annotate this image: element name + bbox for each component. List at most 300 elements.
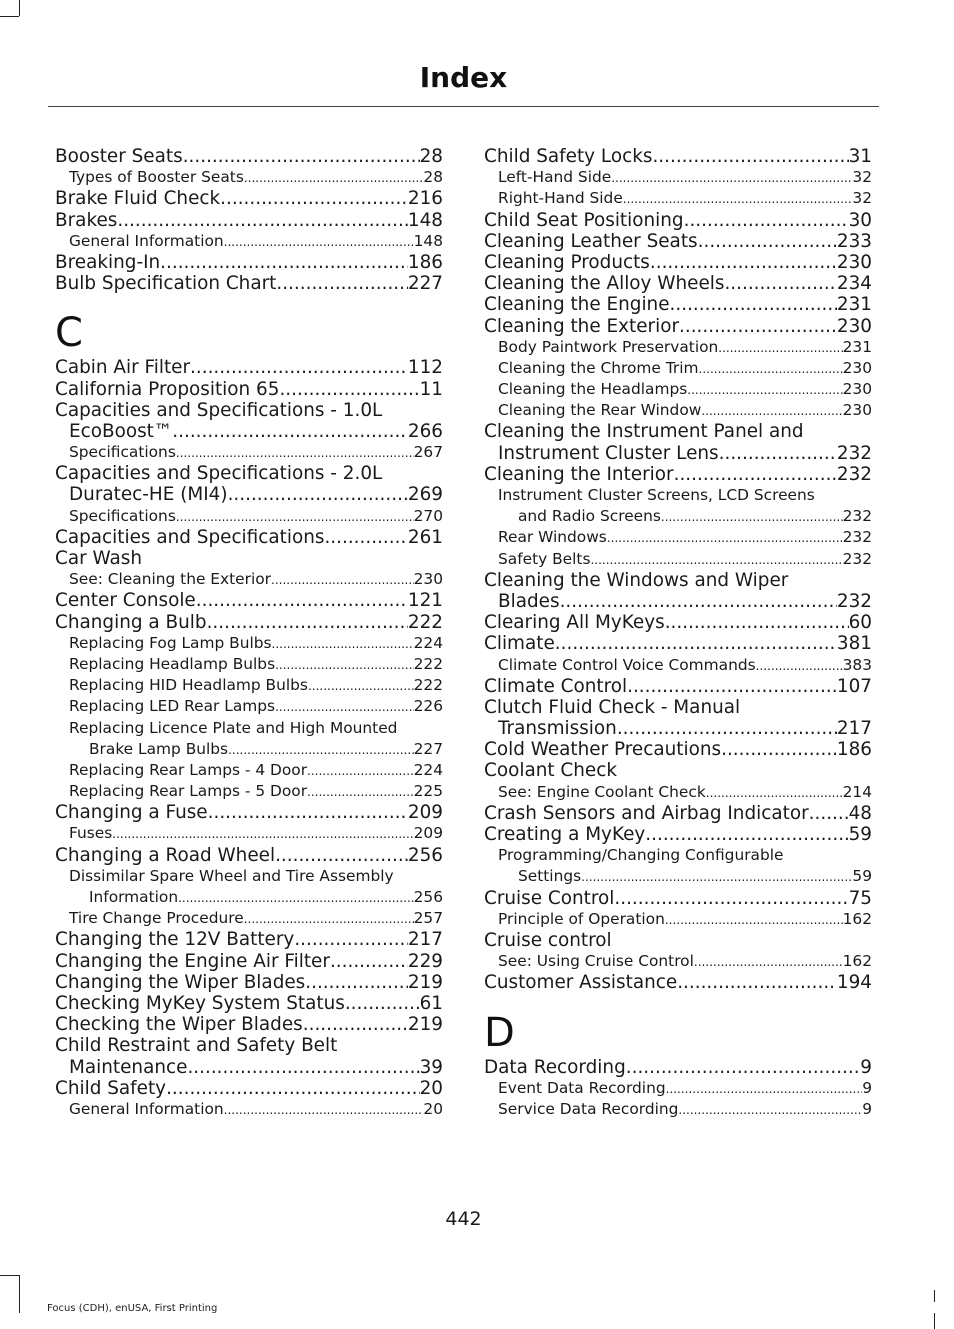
entry-label: Replacing Headlamp Bulbs — [69, 654, 276, 673]
index-entry — [484, 570, 872, 591]
entry-label: Climate — [484, 633, 555, 655]
entry-label: Climate Control Voice Commands — [498, 655, 756, 674]
dot-leader — [307, 782, 414, 802]
entry-label: Specifications — [69, 443, 176, 462]
index-entry — [55, 421, 443, 442]
entry-page-number: 219 — [407, 1014, 443, 1036]
index-entry — [55, 590, 443, 611]
index-entry — [55, 993, 443, 1014]
index-subentry — [55, 760, 443, 781]
entry-page-number: 229 — [407, 950, 443, 972]
index-subentry — [484, 358, 872, 379]
index-subentry — [484, 1078, 872, 1099]
entry-page-number: 257 — [413, 909, 443, 928]
entry-label: Right-Hand Side — [498, 189, 623, 208]
dot-leader — [611, 168, 852, 188]
index-subentry — [55, 633, 443, 654]
dot-leader — [677, 972, 837, 993]
entry-label: Replacing HID Headlamp Bulbs — [69, 676, 308, 695]
title-rule — [48, 106, 879, 107]
entry-label: Maintenance — [69, 1056, 188, 1078]
index-entry — [484, 1057, 872, 1078]
index-column-right — [484, 146, 872, 1120]
dot-leader — [190, 357, 408, 378]
entry-page-number: 232 — [842, 549, 872, 568]
dot-leader — [275, 697, 414, 717]
index-entry — [484, 464, 872, 485]
index-entry — [484, 972, 872, 993]
entry-label: Changing a Road Wheel — [55, 844, 276, 866]
index-entry — [55, 357, 443, 378]
dot-leader — [294, 929, 408, 950]
entry-page-number: 224 — [413, 633, 443, 652]
dot-leader — [275, 845, 408, 866]
entry-page-number: 60 — [848, 612, 872, 634]
entry-label: Data Recording — [484, 1056, 626, 1078]
index-entry — [55, 1057, 443, 1078]
entry-label: Safety Belts — [498, 549, 591, 568]
dot-leader — [220, 188, 408, 209]
entry-page-number: 383 — [842, 655, 872, 674]
crop-mark-bottom-right-v1 — [934, 1313, 935, 1329]
entry-label: California Proposition 65 — [55, 378, 280, 400]
index-subentry — [55, 739, 443, 760]
entry-page-number: 75 — [848, 887, 872, 909]
entry-label: Changing the 12V Battery — [55, 929, 295, 951]
dot-leader — [160, 252, 408, 273]
entry-label: Rear Windows — [498, 528, 607, 547]
entry-label: Crash Sensors and Airbag Indicator — [484, 802, 809, 824]
index-subentry — [55, 823, 443, 844]
index-entry — [55, 484, 443, 505]
entry-label: and Radio Screens — [518, 507, 661, 526]
crop-mark-bottom-left-v — [19, 1275, 20, 1313]
entry-label: Car Wash — [55, 548, 143, 569]
page-title: Index — [419, 61, 508, 94]
entry-label: Cruise control — [484, 929, 612, 951]
entry-label: Clutch Fluid Check - Manual — [484, 696, 741, 718]
index-subentry — [484, 527, 872, 548]
dot-leader — [678, 1100, 862, 1120]
entry-label: Replacing Rear Lamps - 4 Door — [69, 760, 308, 779]
crop-mark-bottom-left-h — [0, 1275, 19, 1276]
entry-label: Clearing All MyKeys — [484, 612, 665, 634]
index-entry — [484, 824, 872, 845]
entry-page-number: 256 — [413, 888, 443, 906]
entry-page-number: 270 — [413, 506, 443, 525]
dot-leader — [279, 379, 419, 400]
entry-page-number: 20 — [423, 1099, 443, 1118]
index-entry — [484, 888, 872, 909]
entry-page-number: 269 — [407, 484, 443, 506]
index-entry — [55, 802, 443, 823]
index-entry — [55, 527, 443, 548]
index-entry — [55, 146, 443, 167]
dot-leader — [698, 231, 837, 252]
entry-label: Cleaning the Rear Window — [498, 401, 702, 420]
dot-leader — [303, 1014, 408, 1035]
dot-leader — [701, 401, 842, 421]
entry-label: Customer Assistance — [484, 972, 678, 994]
dot-leader — [694, 952, 843, 972]
dot-leader — [719, 443, 837, 464]
entry-page-number: 32 — [852, 189, 872, 208]
dot-leader — [687, 380, 842, 400]
entry-label: Cleaning the Windows and Wiper — [484, 569, 789, 591]
entry-label: See: Engine Coolant Check — [498, 782, 706, 801]
entry-label: Changing the Engine Air Filter — [55, 950, 330, 972]
index-entry — [55, 972, 443, 993]
entry-page-number: 224 — [413, 760, 443, 779]
index-subentry — [484, 400, 872, 421]
entry-page-number: 381 — [836, 633, 872, 655]
index-subentry — [484, 188, 872, 209]
entry-label: EcoBoost™ — [69, 420, 173, 442]
index-entry — [55, 845, 443, 866]
dot-leader — [724, 273, 836, 294]
entry-label: Blades — [498, 590, 560, 612]
entry-label: Cleaning the Interior — [484, 463, 674, 485]
entry-page-number: 162 — [842, 909, 872, 928]
entry-label: Specifications — [69, 506, 176, 525]
entry-label: Types of Booster Seats — [69, 168, 244, 187]
dot-leader — [650, 252, 837, 273]
index-subentry — [484, 167, 872, 188]
dot-leader — [224, 1100, 424, 1120]
dot-leader — [176, 507, 414, 527]
dot-leader — [305, 972, 408, 993]
entry-label: Child Safety Locks — [484, 146, 653, 167]
entry-page-number: 162 — [842, 952, 872, 971]
index-subentry — [484, 866, 872, 887]
entry-label: Child Safety — [55, 1077, 167, 1099]
entry-page-number: 226 — [413, 697, 443, 716]
entry-page-number: 48 — [848, 802, 872, 824]
index-subentry — [55, 1099, 443, 1120]
index-entry — [55, 400, 443, 421]
index-subentry — [55, 506, 443, 527]
entry-page-number: 256 — [407, 844, 443, 866]
dot-leader — [228, 740, 414, 760]
index-subentry — [484, 337, 872, 358]
dot-leader — [166, 1078, 420, 1099]
dot-leader — [555, 633, 837, 654]
entry-label: Coolant Check — [484, 760, 618, 782]
entry-label: Transmission — [498, 718, 617, 740]
index-entry — [55, 252, 443, 273]
entry-label: Cleaning the Headlamps — [498, 380, 688, 399]
entry-label: Cruise Control — [484, 887, 615, 909]
entry-page-number: 217 — [407, 929, 443, 951]
index-entry — [484, 443, 872, 464]
dot-leader — [244, 168, 424, 188]
entry-page-number: 231 — [842, 337, 872, 356]
entry-label: Center Console — [55, 590, 196, 612]
index-entry — [484, 210, 872, 231]
index-entry — [55, 612, 443, 633]
footer-text: Focus (CDH), enUSA, First Printing — [47, 1303, 218, 1314]
dot-leader — [183, 146, 420, 167]
dot-leader — [617, 718, 837, 739]
entry-page-number: 186 — [836, 739, 872, 761]
index-entry — [484, 316, 872, 337]
dot-leader — [721, 739, 837, 760]
entry-page-number: 232 — [842, 528, 872, 547]
entry-label: Brakes — [55, 209, 118, 231]
entry-page-number: 9 — [862, 1078, 872, 1097]
entry-label: Cleaning the Instrument Panel and — [484, 421, 804, 443]
index-subentry — [55, 675, 443, 696]
entry-page-number: 267 — [413, 443, 443, 462]
entry-page-number: 232 — [836, 442, 872, 464]
index-entry — [55, 273, 443, 294]
entry-page-number: 230 — [842, 380, 872, 399]
entry-label: Cleaning the Chrome Trim — [498, 358, 699, 377]
entry-label: Replacing Rear Lamps - 5 Door — [69, 782, 308, 801]
entry-label: Replacing Fog Lamp Bulbs — [69, 633, 272, 652]
entry-page-number: 230 — [836, 251, 872, 273]
index-subentry — [55, 442, 443, 463]
dot-leader — [623, 189, 853, 209]
entry-label: Cleaning the Alloy Wheels — [484, 273, 725, 295]
entry-page-number: 234 — [836, 273, 872, 295]
dot-leader — [244, 909, 414, 929]
index-subentry — [55, 908, 443, 929]
entry-page-number: 219 — [407, 971, 443, 993]
dot-leader — [652, 146, 848, 167]
entry-label: See: Cleaning the Exterior — [69, 570, 271, 589]
index-section-letter: C — [55, 310, 83, 357]
entry-label: Capacities and Specifications - 1.0L — [55, 399, 383, 421]
entry-page-number: 148 — [413, 231, 443, 250]
entry-label: Event Data Recording — [498, 1078, 666, 1097]
index-subentry — [55, 167, 443, 188]
entry-page-number: 231 — [836, 294, 872, 316]
index-column-left — [55, 146, 443, 1120]
entry-label: Dissimilar Spare Wheel and Tire Assembly — [69, 866, 394, 885]
dot-leader — [718, 338, 842, 358]
entry-page-number: 261 — [407, 526, 443, 548]
dot-leader — [665, 612, 849, 633]
entry-label: Body Paintwork Preservation — [498, 337, 719, 356]
index-subentry — [484, 782, 872, 803]
dot-leader — [224, 232, 414, 252]
index-entry — [484, 930, 872, 951]
entry-label: Programming/Changing Configurable — [498, 846, 784, 865]
entry-label: Instrument Cluster Screens, LCD Screens — [498, 486, 815, 504]
entry-page-number: 9 — [860, 1056, 872, 1078]
entry-label: Replacing LED Rear Lamps — [69, 697, 276, 716]
entry-label: General Information — [69, 1099, 224, 1118]
dot-leader — [699, 359, 843, 379]
index-subentry — [484, 1099, 872, 1120]
entry-label: Tire Change Procedure — [69, 909, 244, 928]
entry-page-number: 222 — [413, 654, 443, 673]
dot-leader — [276, 273, 408, 294]
dot-leader — [196, 590, 408, 611]
entry-label: Settings — [518, 867, 582, 886]
index-section-letter: D — [484, 1009, 515, 1056]
index-subentry — [55, 718, 443, 739]
entry-label: Changing a Bulb — [55, 611, 207, 633]
index-entry — [484, 252, 872, 273]
entry-page-number: 225 — [413, 782, 443, 801]
index-entry — [484, 803, 872, 824]
entry-page-number: 214 — [842, 782, 872, 801]
page-number: 442 — [445, 1208, 482, 1230]
entry-label: Brake Lamp Bulbs — [89, 739, 229, 758]
entry-page-number: 216 — [407, 188, 443, 210]
index-subentry — [484, 951, 872, 972]
index-entry — [55, 188, 443, 209]
index-entry — [55, 951, 443, 972]
dot-leader — [684, 210, 849, 231]
dot-leader — [756, 656, 843, 676]
entry-page-number: 233 — [836, 230, 872, 252]
dot-leader — [307, 761, 414, 781]
entry-page-number: 266 — [407, 420, 443, 442]
entry-page-number: 227 — [407, 273, 443, 295]
entry-label: Left-Hand Side — [498, 168, 612, 187]
entry-page-number: 230 — [836, 315, 872, 337]
entry-page-number: 209 — [413, 824, 443, 843]
entry-page-number: 11 — [419, 378, 443, 400]
entry-label: General Information — [69, 231, 224, 250]
entry-page-number: 232 — [836, 590, 872, 612]
index-entry — [484, 718, 872, 739]
dot-leader — [607, 528, 843, 548]
dot-leader — [176, 443, 414, 463]
entry-label: Cleaning the Engine — [484, 294, 670, 316]
dot-leader — [207, 612, 408, 633]
index-entry — [484, 273, 872, 294]
index-entry — [55, 210, 443, 231]
entry-page-number: 59 — [848, 824, 872, 845]
entry-label: Cleaning Leather Seats — [484, 230, 698, 252]
index-subentry — [484, 909, 872, 930]
entry-label: Cold Weather Precautions — [484, 739, 722, 761]
entry-page-number: 20 — [419, 1077, 443, 1099]
index-entry — [55, 1078, 443, 1099]
entry-label: Bulb Specification Chart — [55, 273, 277, 295]
dot-leader — [272, 634, 414, 654]
index-subentry — [55, 696, 443, 717]
crop-mark-top-left-v — [19, 0, 20, 16]
dot-leader — [661, 507, 843, 527]
entry-page-number: 148 — [407, 209, 443, 231]
entry-page-number: 121 — [407, 590, 443, 612]
entry-page-number: 9 — [862, 1099, 872, 1118]
dot-leader — [590, 550, 842, 570]
dot-leader — [271, 570, 414, 590]
entry-page-number: 28 — [419, 146, 443, 167]
entry-page-number: 61 — [419, 992, 443, 1014]
entry-label: Climate Control — [484, 675, 628, 697]
entry-label: Creating a MyKey — [484, 824, 646, 845]
dot-leader — [666, 1079, 863, 1099]
entry-page-number: 230 — [842, 358, 872, 377]
entry-page-number: 209 — [407, 802, 443, 824]
entry-label: Capacities and Specifications - 2.0L — [55, 463, 383, 485]
index-entry — [484, 294, 872, 315]
dot-leader — [308, 676, 414, 696]
dot-leader — [679, 316, 837, 337]
entry-page-number: 112 — [407, 357, 443, 379]
dot-leader — [208, 802, 408, 823]
index-entry — [484, 633, 872, 654]
dot-leader — [330, 951, 408, 972]
entry-page-number: 217 — [836, 718, 872, 740]
dot-leader — [112, 824, 413, 844]
index-subentry — [55, 569, 443, 590]
entry-page-number: 30 — [848, 209, 872, 231]
crop-mark-top-left-h — [0, 16, 19, 17]
crop-mark-bottom-right-v2 — [934, 1290, 935, 1302]
index-entry — [55, 1014, 443, 1035]
dot-leader — [665, 910, 843, 930]
entry-page-number: 31 — [848, 146, 872, 167]
index-entry — [55, 1035, 443, 1056]
dot-leader — [560, 591, 837, 612]
index-subentry — [55, 781, 443, 802]
entry-page-number: 28 — [423, 168, 443, 187]
dot-leader — [117, 210, 408, 231]
index-entry — [55, 379, 443, 400]
entry-label: Instrument Cluster Lens — [498, 442, 719, 464]
entry-label: Cabin Air Filter — [55, 357, 191, 379]
index-entry — [484, 739, 872, 760]
index-entry — [484, 421, 872, 442]
entry-label: Information — [89, 888, 179, 906]
index-entry — [55, 548, 443, 569]
dot-leader — [626, 1057, 861, 1078]
index-entry — [484, 760, 872, 781]
index-subentry — [484, 845, 872, 866]
index-subentry — [484, 485, 872, 506]
entry-label: Changing the Wiper Blades — [55, 971, 306, 993]
index-entry — [484, 591, 872, 612]
entry-label: Principle of Operation — [498, 909, 665, 928]
entry-label: Child Restraint and Safety Belt — [55, 1035, 338, 1057]
dot-leader — [670, 294, 837, 315]
entry-page-number: 222 — [413, 676, 443, 695]
entry-page-number: 39 — [419, 1056, 443, 1078]
dot-leader — [809, 803, 849, 824]
dot-leader — [187, 1057, 419, 1078]
index-entry — [484, 697, 872, 718]
entry-label: Cleaning the Exterior — [484, 315, 680, 337]
entry-page-number: 230 — [842, 401, 872, 420]
entry-label: Service Data Recording — [498, 1099, 679, 1118]
dot-leader — [172, 421, 408, 442]
index-entry — [484, 612, 872, 633]
index-subentry — [484, 506, 872, 527]
dot-leader — [228, 484, 408, 505]
entry-label: Child Seat Positioning — [484, 209, 684, 231]
dot-leader — [581, 867, 852, 887]
index-subentry — [55, 654, 443, 675]
index-subentry — [484, 655, 872, 676]
entry-page-number: 32 — [852, 168, 872, 187]
entry-page-number: 232 — [842, 507, 872, 526]
dot-leader — [706, 783, 843, 803]
entry-label: Breaking-In — [55, 251, 161, 273]
entry-label: See: Using Cruise Control — [498, 952, 694, 971]
index-entry — [55, 463, 443, 484]
entry-label: Cleaning Products — [484, 251, 650, 273]
index-subentry — [484, 549, 872, 570]
index-entry — [484, 231, 872, 252]
